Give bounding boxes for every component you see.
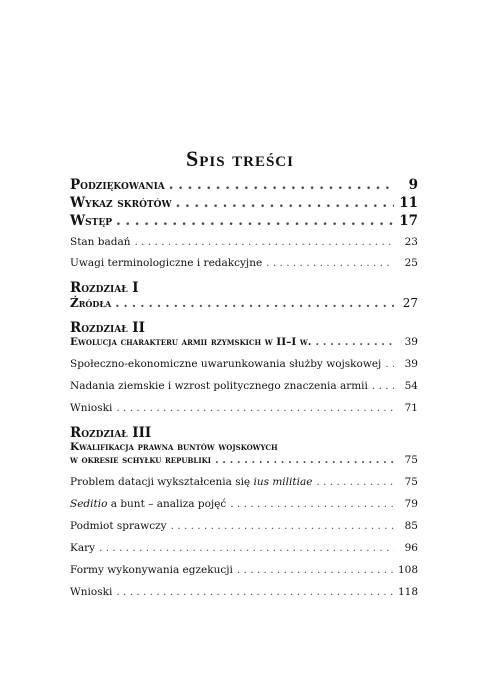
- toc-entry-label: Nadania ziemskie i wzrost politycznego znaczenia armii: [70, 380, 368, 392]
- toc-entry-page: 85: [404, 520, 418, 532]
- toc-entry-page: 23: [404, 236, 418, 248]
- toc-entry-page: 108: [397, 564, 418, 576]
- label-text: a bunt – analiza pojęć: [107, 498, 227, 510]
- dot-leader: [237, 563, 394, 577]
- toc-entry-socioeconomic: [70, 357, 418, 371]
- chapter-3-heading: Rozdział III: [70, 425, 152, 441]
- dot-leader: [99, 541, 394, 555]
- toc-entry-label: Uwagi terminologiczne i redakcyjne: [70, 257, 263, 269]
- chapter-1-heading: Rozdział I: [70, 280, 139, 296]
- toc-entry-page: 71: [404, 402, 418, 414]
- toc-entry-label: Formy wykonywania egzekucji: [70, 564, 233, 576]
- toc-entry-label: Wnioski: [70, 402, 113, 414]
- toc-entry-label: Wstęp: [70, 213, 112, 229]
- toc-entry-conclusions-2: [70, 401, 418, 415]
- toc-entry-label: Stan badań: [70, 236, 131, 248]
- toc-entry-introduction: [70, 214, 418, 228]
- toc-entry-label: Ewolucja charakteru armii rzymskich w II–I w.: [70, 336, 312, 348]
- toc-entry-label: [70, 497, 226, 511]
- label-italic: Seditio: [70, 498, 108, 510]
- toc-entry-penalties: [70, 541, 418, 555]
- label-italic: ius militiae: [253, 476, 313, 488]
- dot-leader: [116, 214, 394, 228]
- dot-leader: [316, 475, 394, 489]
- dot-leader: [116, 585, 394, 599]
- dot-leader: [315, 336, 394, 349]
- toc-entry-page: 9: [408, 177, 418, 193]
- toc-entry-page: 17: [399, 213, 418, 229]
- toc-entry-label: Podziękowania: [70, 177, 165, 193]
- toc-entry-chapter-3-title: [70, 454, 418, 467]
- chapter-2-heading: Rozdział II: [70, 320, 145, 336]
- table-of-contents: [70, 178, 418, 599]
- toc-entry-label: w okresie schyłku republiki: [70, 454, 211, 466]
- toc-entry-state-of-research: [70, 235, 418, 249]
- toc-entry-terminology: [70, 256, 418, 270]
- dot-leader: [372, 379, 394, 393]
- toc-entry-label: Wnioski: [70, 586, 113, 598]
- toc-entry-label: Społeczno-ekonomiczne uwarunkowania służby wojskowej: [70, 358, 382, 370]
- toc-entry-label: [70, 475, 312, 489]
- dot-leader: [116, 401, 394, 415]
- toc-entry-page: 75: [404, 454, 418, 466]
- dot-leader: [176, 196, 394, 210]
- toc-entry-label: Kary: [70, 542, 96, 554]
- dot-leader: [169, 178, 394, 192]
- dot-leader: [171, 519, 394, 533]
- dot-leader: [135, 235, 395, 249]
- toc-entry-land-grants: [70, 379, 418, 393]
- toc-entry-label: Wykaz skrótów: [70, 195, 172, 211]
- toc-entry-abbreviations: [70, 196, 418, 210]
- dot-leader: [215, 454, 394, 467]
- toc-entry-page: 118: [397, 586, 418, 598]
- toc-entry-perpetrator: [70, 519, 418, 533]
- toc-entry-page: 39: [404, 358, 418, 370]
- label-text: Problem datacji wykształcenia się: [70, 476, 254, 488]
- toc-entry-sources: [70, 296, 418, 310]
- toc-entry-label: Podmiot sprawczy: [70, 520, 167, 532]
- toc-entry-conclusions-3: [70, 585, 418, 599]
- toc-entry-seditio: [70, 497, 418, 511]
- toc-entry-acknowledgements: [70, 178, 418, 192]
- dot-leader: [230, 497, 394, 511]
- toc-entry-page: 54: [404, 380, 418, 392]
- toc-entry-chapter-2-title: [70, 336, 418, 349]
- page-title: Spis treści: [186, 146, 294, 171]
- toc-entry-dating-problem: [70, 475, 418, 489]
- dot-leader: [266, 256, 394, 270]
- toc-entry-page: 25: [404, 257, 418, 269]
- toc-entry-page: 96: [404, 542, 418, 554]
- toc-entry-page: 79: [404, 498, 418, 510]
- toc-entry-page: 75: [404, 476, 418, 488]
- toc-entry-label: Źródła: [70, 296, 112, 310]
- toc-entry-execution-forms: [70, 563, 418, 577]
- dot-leader: [115, 296, 394, 310]
- toc-entry-page: 27: [402, 296, 418, 310]
- dot-leader: [385, 357, 394, 371]
- chapter-3-title-line1: Kwalifikacja prawna buntów wojskowych: [70, 441, 278, 453]
- toc-entry-page: 39: [404, 336, 418, 348]
- toc-entry-page: 11: [399, 195, 418, 211]
